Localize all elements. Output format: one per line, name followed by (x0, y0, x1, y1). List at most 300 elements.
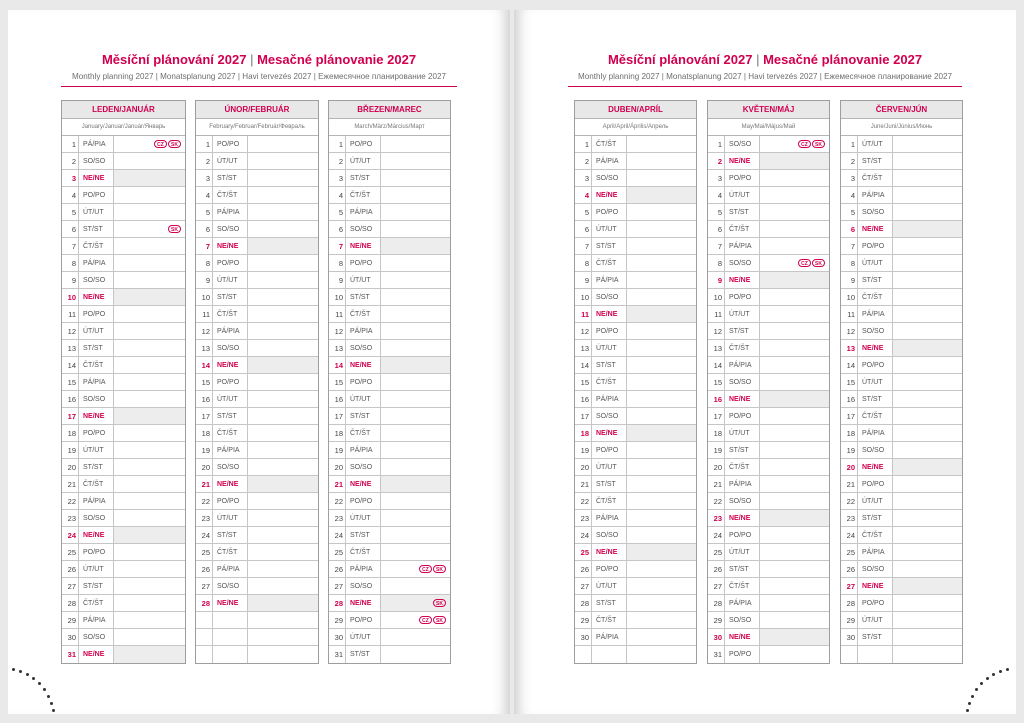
day-row (575, 170, 696, 187)
day-row (708, 153, 829, 170)
weekday-label: ÚT/UT (346, 629, 381, 645)
day-row (329, 629, 450, 646)
weekday-label: ST/ST (858, 629, 893, 645)
weekday-label: NE/NE (79, 170, 114, 186)
day-row (841, 136, 962, 153)
day-number: 18 (575, 425, 592, 441)
day-row (196, 629, 318, 646)
day-number: 20 (708, 459, 725, 475)
day-row (708, 340, 829, 357)
note-cell (248, 493, 318, 509)
day-row (708, 442, 829, 459)
day-number: 27 (841, 578, 858, 594)
note-cell (114, 510, 185, 526)
day-row (841, 442, 962, 459)
day-row (841, 544, 962, 561)
day-number: 6 (62, 221, 79, 237)
day-row (575, 272, 696, 289)
day-row (329, 425, 450, 442)
day-number: 13 (62, 340, 79, 356)
note-cell (893, 629, 962, 645)
day-number: 15 (329, 374, 346, 390)
holiday-badges (154, 140, 181, 148)
weekday-label: ST/ST (346, 527, 381, 543)
day-row (841, 646, 962, 663)
weekday-label: NE/NE (725, 391, 760, 407)
note-cell (114, 425, 185, 441)
day-number: 2 (708, 153, 725, 169)
weekday-label: NE/NE (346, 357, 381, 373)
weekday-label: ST/ST (592, 357, 627, 373)
day-number: 5 (329, 204, 346, 220)
day-number: 20 (62, 459, 79, 475)
day-row (575, 425, 696, 442)
day-number: 27 (329, 578, 346, 594)
day-row (196, 578, 318, 595)
day-row (841, 306, 962, 323)
day-number: 12 (196, 323, 213, 339)
day-number: 4 (708, 187, 725, 203)
day-number: 11 (841, 306, 858, 322)
day-number: 11 (575, 306, 592, 322)
weekday-label: ÚT/UT (213, 510, 248, 526)
note-cell (627, 595, 696, 611)
day-row (196, 612, 318, 629)
day-number: 27 (708, 578, 725, 594)
day-row (575, 612, 696, 629)
note-cell (627, 578, 696, 594)
day-number: 30 (62, 629, 79, 645)
weekday-label: PO/PO (213, 493, 248, 509)
note-cell (760, 595, 829, 611)
weekday-label: ČT/ŠT (858, 527, 893, 543)
weekday-label: NE/NE (592, 425, 627, 441)
holiday-badges (419, 565, 446, 573)
weekday-label: PÁ/PIA (213, 442, 248, 458)
note-cell (627, 170, 696, 186)
day-row (196, 323, 318, 340)
day-row (708, 204, 829, 221)
note-cell (760, 391, 829, 407)
day-number: 4 (196, 187, 213, 203)
weekday-label: SO/SO (858, 561, 893, 577)
weekday-label: PO/PO (346, 493, 381, 509)
day-row (62, 153, 185, 170)
weekday-label: SO/SO (592, 527, 627, 543)
day-row (196, 221, 318, 238)
note-cell (114, 578, 185, 594)
weekday-label: SO/SO (858, 323, 893, 339)
weekday-label: ST/ST (592, 476, 627, 492)
note-cell (381, 204, 450, 220)
weekday-label: SO/SO (725, 255, 760, 271)
note-cell (381, 442, 450, 458)
weekday-label: PÁ/PIA (79, 493, 114, 509)
note-cell (114, 374, 185, 390)
day-number: 9 (575, 272, 592, 288)
day-row (841, 408, 962, 425)
day-number: 6 (708, 221, 725, 237)
day-row (62, 646, 185, 663)
day-row (841, 476, 962, 493)
weekday-label: PÁ/PIA (725, 357, 760, 373)
day-row (329, 272, 450, 289)
day-number: 14 (841, 357, 858, 373)
day-row (196, 170, 318, 187)
note-cell (381, 255, 450, 271)
day-row (708, 510, 829, 527)
weekday-label: PO/PO (858, 238, 893, 254)
weekday-label: ST/ST (79, 340, 114, 356)
day-row (196, 510, 318, 527)
note-cell (114, 612, 185, 628)
note-cell (381, 153, 450, 169)
weekday-label: SO/SO (213, 459, 248, 475)
weekday-label: ÚT/UT (592, 221, 627, 237)
day-row (575, 238, 696, 255)
weekday-label: SO/SO (346, 221, 381, 237)
day-number: 26 (841, 561, 858, 577)
day-number: 18 (708, 425, 725, 441)
day-number: 27 (575, 578, 592, 594)
day-number: 25 (708, 544, 725, 560)
day-number: 15 (708, 374, 725, 390)
note-cell (893, 612, 962, 628)
note-cell (760, 408, 829, 424)
holiday-badge-cz: CZ (154, 140, 167, 148)
day-row (575, 357, 696, 374)
day-number: 23 (62, 510, 79, 526)
day-row (62, 306, 185, 323)
note-cell (760, 459, 829, 475)
day-number: 17 (62, 408, 79, 424)
note-cell (627, 476, 696, 492)
holiday-badge-cz: CZ (798, 259, 811, 267)
weekday-label: NE/NE (858, 340, 893, 356)
day-number: 11 (329, 306, 346, 322)
day-number: 29 (841, 612, 858, 628)
weekday-label: SO/SO (346, 459, 381, 475)
day-number: 19 (575, 442, 592, 458)
day-number: 7 (708, 238, 725, 254)
day-row (196, 408, 318, 425)
day-number: 17 (196, 408, 213, 424)
day-row (708, 493, 829, 510)
note-cell (893, 289, 962, 305)
day-number: 25 (841, 544, 858, 560)
note-cell (381, 561, 450, 577)
note-cell (760, 306, 829, 322)
day-row (575, 306, 696, 323)
day-number: 24 (62, 527, 79, 543)
note-cell (248, 476, 318, 492)
day-number: 31 (62, 646, 79, 663)
day-number: 23 (708, 510, 725, 526)
day-number: 16 (329, 391, 346, 407)
day-number: 9 (62, 272, 79, 288)
weekday-label: PO/PO (79, 425, 114, 441)
day-number: 28 (575, 595, 592, 611)
note-cell (760, 493, 829, 509)
weekday-label: ČT/ŠT (858, 170, 893, 186)
day-row (708, 408, 829, 425)
day-row (329, 374, 450, 391)
note-cell (627, 561, 696, 577)
day-row (841, 153, 962, 170)
day-number: 18 (841, 425, 858, 441)
note-cell (893, 255, 962, 271)
day-row (196, 391, 318, 408)
day-row (708, 459, 829, 476)
day-number: 21 (841, 476, 858, 492)
weekday-label: NE/NE (213, 357, 248, 373)
day-row (575, 323, 696, 340)
weekday-label: NE/NE (592, 544, 627, 560)
note-cell (893, 272, 962, 288)
day-row (575, 527, 696, 544)
note-cell (114, 255, 185, 271)
note-cell (627, 323, 696, 339)
note-cell (893, 595, 962, 611)
day-row (708, 646, 829, 663)
note-cell (627, 357, 696, 373)
day-number: 7 (841, 238, 858, 254)
day-number: 19 (196, 442, 213, 458)
day-row (329, 442, 450, 459)
weekday-label (213, 629, 248, 645)
note-cell (760, 187, 829, 203)
day-row (575, 340, 696, 357)
weekday-label: ČT/ŠT (346, 306, 381, 322)
weekday-label: NE/NE (79, 527, 114, 543)
day-number: 22 (329, 493, 346, 509)
weekday-label: PÁ/PIA (79, 255, 114, 271)
weekday-label: SO/SO (725, 374, 760, 390)
day-row (575, 646, 696, 663)
weekday-label: PO/PO (725, 408, 760, 424)
weekday-label: SO/SO (858, 442, 893, 458)
note-cell (248, 595, 318, 611)
day-row (708, 391, 829, 408)
day-number: 19 (62, 442, 79, 458)
note-cell (381, 459, 450, 475)
note-cell (893, 221, 962, 237)
day-number: 16 (575, 391, 592, 407)
weekday-label: PÁ/PIA (79, 136, 114, 152)
note-cell (381, 289, 450, 305)
note-cell (381, 136, 450, 152)
note-cell (893, 187, 962, 203)
day-number (575, 646, 592, 663)
day-number: 13 (196, 340, 213, 356)
day-row (329, 510, 450, 527)
note-cell (760, 646, 829, 663)
month-column (61, 100, 186, 664)
day-number: 12 (329, 323, 346, 339)
day-row (841, 289, 962, 306)
note-cell (893, 510, 962, 526)
day-number: 13 (841, 340, 858, 356)
day-row (62, 204, 185, 221)
day-number: 11 (708, 306, 725, 322)
weekday-label: SO/SO (79, 272, 114, 288)
right-page (514, 10, 1016, 714)
day-number: 10 (196, 289, 213, 305)
weekday-label: ÚT/UT (858, 136, 893, 152)
day-number: 23 (575, 510, 592, 526)
day-row (708, 289, 829, 306)
note-cell (248, 425, 318, 441)
note-cell (627, 153, 696, 169)
day-row (841, 255, 962, 272)
note-cell (114, 459, 185, 475)
weekday-label: ÚT/UT (858, 612, 893, 628)
weekday-label: SO/SO (725, 493, 760, 509)
note-cell (760, 510, 829, 526)
day-number: 9 (708, 272, 725, 288)
day-number: 17 (708, 408, 725, 424)
day-number: 16 (62, 391, 79, 407)
weekday-label: ST/ST (592, 595, 627, 611)
weekday-label: ST/ST (213, 408, 248, 424)
note-cell (760, 153, 829, 169)
weekday-label: PO/PO (213, 255, 248, 271)
day-row (62, 272, 185, 289)
day-row (196, 136, 318, 153)
note-cell (248, 340, 318, 356)
note-cell (893, 476, 962, 492)
day-number: 14 (329, 357, 346, 373)
weekday-label: SO/SO (79, 391, 114, 407)
weekday-label: ÚT/UT (592, 340, 627, 356)
weekday-label: ÚT/UT (725, 187, 760, 203)
note-cell (381, 527, 450, 543)
note-cell (381, 476, 450, 492)
day-number: 17 (575, 408, 592, 424)
weekday-label: ÚT/UT (858, 493, 893, 509)
day-row (708, 170, 829, 187)
day-row (708, 425, 829, 442)
note-cell (248, 323, 318, 339)
day-number: 28 (329, 595, 346, 611)
day-row (329, 289, 450, 306)
weekday-label: SO/SO (592, 408, 627, 424)
note-cell (114, 306, 185, 322)
note-cell (893, 578, 962, 594)
day-number: 18 (196, 425, 213, 441)
day-row (841, 170, 962, 187)
weekday-label: ÚT/UT (79, 442, 114, 458)
day-row (329, 527, 450, 544)
note-cell (760, 357, 829, 373)
day-number: 20 (841, 459, 858, 475)
note-cell (627, 646, 696, 663)
day-row (575, 221, 696, 238)
day-row (329, 476, 450, 493)
weekday-label: ST/ST (79, 459, 114, 475)
day-row (708, 306, 829, 323)
day-row (196, 357, 318, 374)
holiday-badge-sk: SK (812, 140, 825, 148)
note-cell (114, 170, 185, 186)
note-cell (114, 136, 185, 152)
day-number: 9 (329, 272, 346, 288)
note-cell (248, 306, 318, 322)
weekday-label: ČT/ŠT (725, 578, 760, 594)
day-number: 2 (575, 153, 592, 169)
day-row (575, 408, 696, 425)
note-cell (893, 153, 962, 169)
note-cell (248, 289, 318, 305)
weekday-label: ST/ST (213, 289, 248, 305)
day-number: 14 (575, 357, 592, 373)
day-row (329, 221, 450, 238)
day-row (575, 442, 696, 459)
weekday-label: SO/SO (725, 612, 760, 628)
note-cell (248, 561, 318, 577)
day-number: 8 (329, 255, 346, 271)
holiday-badge-cz: CZ (419, 565, 432, 573)
day-number: 24 (708, 527, 725, 543)
day-number: 16 (196, 391, 213, 407)
day-number: 7 (329, 238, 346, 254)
note-cell (381, 612, 450, 628)
day-row (708, 136, 829, 153)
day-row (196, 306, 318, 323)
day-number: 29 (329, 612, 346, 628)
weekday-label: ČT/ŠT (79, 476, 114, 492)
weekday-label: ČT/ŠT (858, 408, 893, 424)
day-row (575, 476, 696, 493)
day-number: 9 (841, 272, 858, 288)
day-number: 6 (575, 221, 592, 237)
month-header: BŘEZEN/MAREC (329, 101, 450, 119)
note-cell (114, 442, 185, 458)
note-cell (381, 221, 450, 237)
day-row (62, 629, 185, 646)
weekday-label: PÁ/PIA (592, 272, 627, 288)
day-row (196, 289, 318, 306)
note-cell (893, 561, 962, 577)
weekday-label: ÚT/UT (858, 255, 893, 271)
note-cell (248, 153, 318, 169)
weekday-label: PÁ/PIA (346, 323, 381, 339)
weekday-label (213, 612, 248, 628)
day-number: 23 (329, 510, 346, 526)
day-row (196, 476, 318, 493)
note-cell (627, 306, 696, 322)
note-cell (381, 391, 450, 407)
day-row (196, 340, 318, 357)
note-cell (248, 408, 318, 424)
day-number: 3 (841, 170, 858, 186)
day-number: 14 (196, 357, 213, 373)
weekday-label: PÁ/PIA (725, 595, 760, 611)
title-cz: Měsíční plánování 2027 (607, 52, 753, 67)
weekday-label: ČT/ŠT (592, 612, 627, 628)
note-cell (627, 629, 696, 645)
day-row (575, 136, 696, 153)
note-cell (248, 459, 318, 475)
weekday-label: NE/NE (79, 408, 114, 424)
note-cell (248, 374, 318, 390)
day-row (196, 527, 318, 544)
day-number: 2 (196, 153, 213, 169)
holiday-badge-sk: SK (168, 225, 181, 233)
weekday-label: PO/PO (346, 612, 381, 628)
note-cell (381, 238, 450, 254)
day-number: 15 (196, 374, 213, 390)
